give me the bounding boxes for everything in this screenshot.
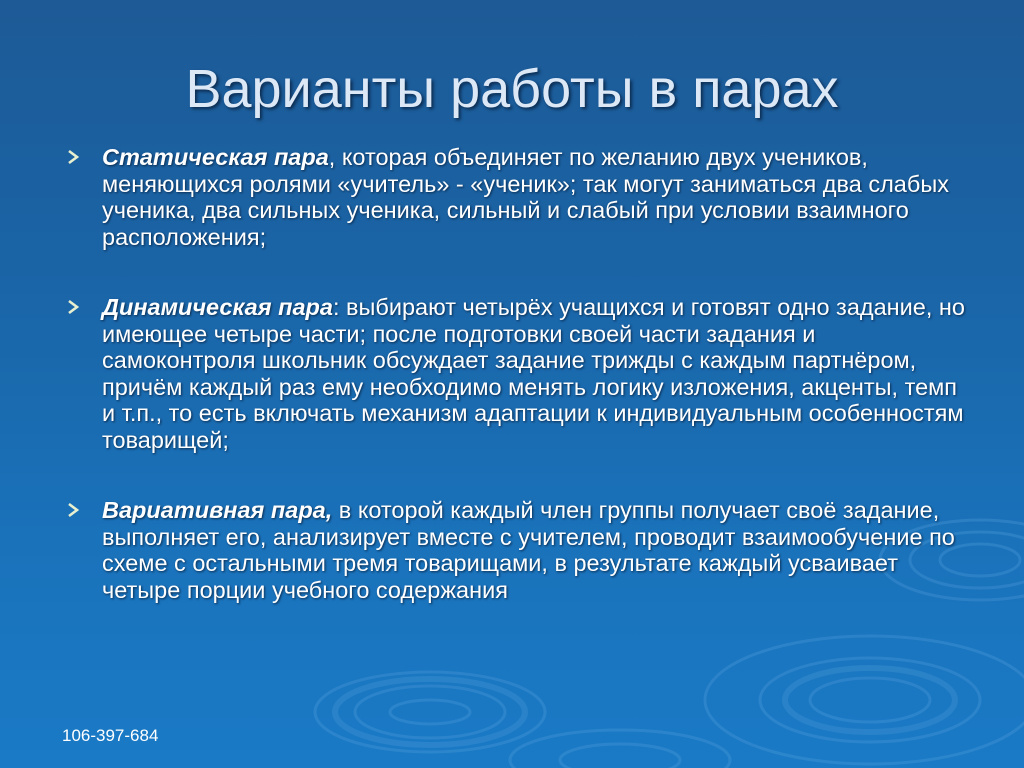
bullet-text <box>102 294 966 453</box>
bullet-text <box>102 144 966 250</box>
chevron-right-icon <box>66 147 82 167</box>
bullet-term: Статическая пара <box>102 144 329 170</box>
bullet-term: Динамическая пара <box>102 294 333 320</box>
bullet-list <box>66 144 966 647</box>
slide-title: Варианты работы в парах <box>185 59 839 119</box>
list-item-variative-pair <box>66 497 966 603</box>
bullet-description: : выбирают четырёх учащихся и готовят одно задание, но имеющее четыре части; после подготовки своей части задания и самоконтроля школьник обсуждает задание трижды с каждым партнёром, причём каждый раз ему необходимо менять логику изложения, акценты, темп и т.п., то есть включать механизм адаптации к индивидуальным особенностям товарищей; <box>102 294 965 453</box>
bullet-description: , которая объединяет по желанию двух учеников, меняющихся ролями «учитель» - «ученик»; так могут заниматься два слабых ученика, два сильных ученика, сильный и слабый при условии взаимного расположения; <box>102 144 949 250</box>
bullet-text <box>102 497 966 603</box>
chevron-right-icon <box>66 500 82 520</box>
list-item-dynamic-pair <box>66 294 966 453</box>
bullet-term: Вариативная пара, <box>102 497 333 523</box>
bullet-description: в которой каждый член группы получает своё задание, выполняет его, анализирует вместе с учителем, проводит взаимообучение по схеме с остальными тремя товарищами, в результате каждый усваивает четыре порции учебного содержания <box>102 497 955 603</box>
chevron-right-icon <box>66 297 82 317</box>
footer-id: 106-397-684 <box>62 726 159 745</box>
list-item-static-pair <box>66 144 966 250</box>
